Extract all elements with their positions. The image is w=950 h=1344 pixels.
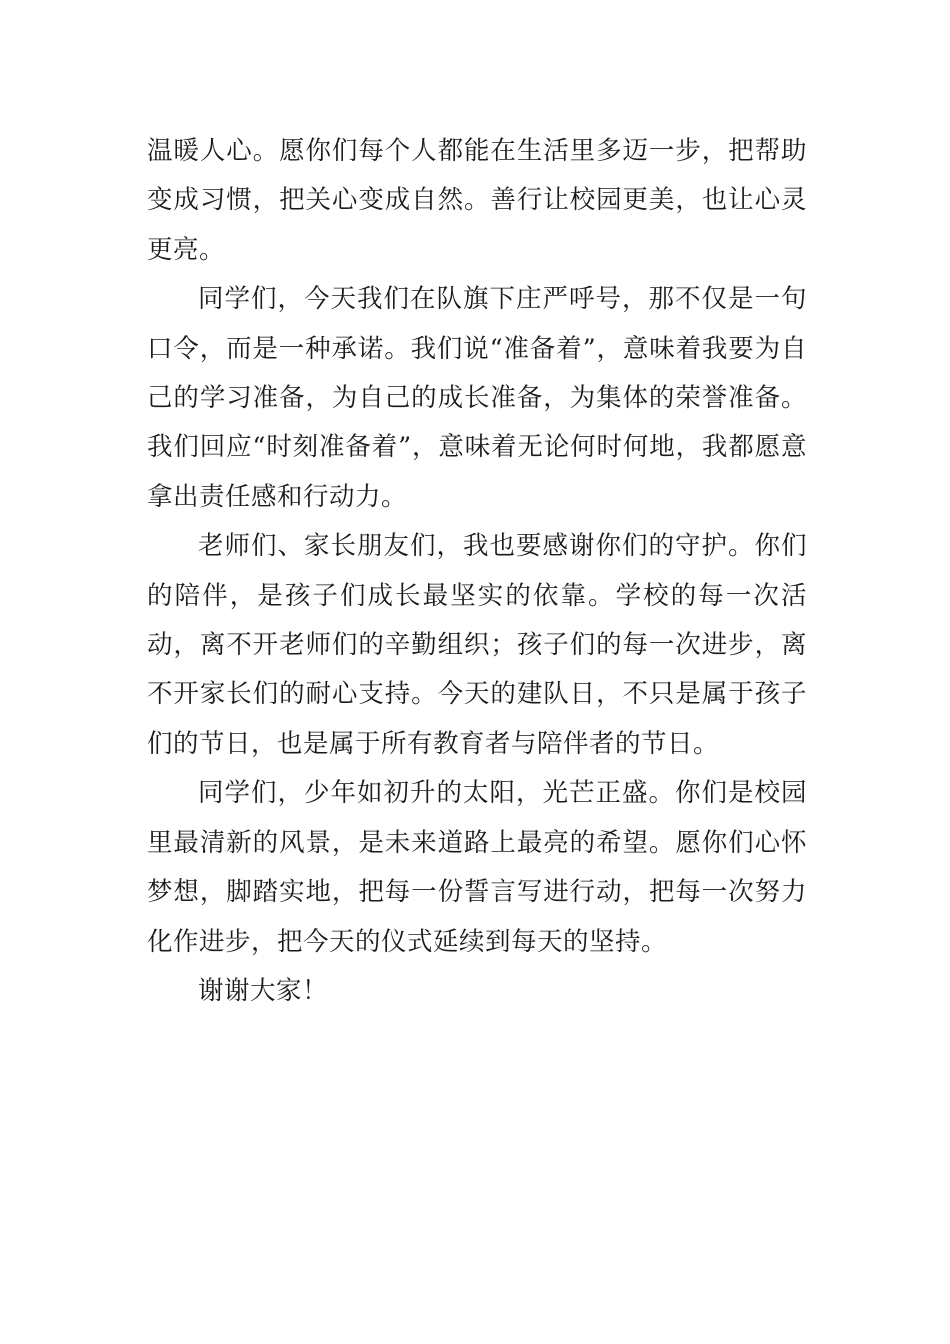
paragraph-wishes: 同学们，少年如初升的太阳，光芒正盛。你们是校园里最清新的风景，是未来道路上最亮的希望。愿你们心怀梦想，脚踏实地，把每一份誓言写进行动，把每一次努力化作进步，把今天的仪式延续到每天的坚持。: [147, 778, 807, 957]
paragraph-continued: 温暖人心。愿你们每个人都能在生活里多迈一步，把帮助变成习惯，把关心变成自然。善行让校园更美，也让心灵更亮。: [147, 136, 807, 265]
paragraph-closing: 谢谢大家！: [198, 975, 329, 1006]
paragraph-pledge: 同学们，今天我们在队旗下庄严呼号，那不仅是一句口令，而是一种承诺。我们说“准备着”，意味着我要为自己的学习准备，为自己的成长准备，为集体的荣誉准备。我们回应“时刻准备着”，意味着无论何时何地，我都愿意拿出责任感和行动力。: [147, 284, 807, 512]
paragraph-thanks-teachers-parents: 老师们、家长朋友们，我也要感谢你们的守护。你们的陪伴，是孩子们成长最坚实的依靠。学校的每一次活动，离不开老师们的辛勤组织；孩子们的每一次进步，离不开家长们的耐心支持。今天的建队日，不只是属于孩子们的节日，也是属于所有教育者与陪伴者的节日。: [147, 531, 807, 759]
document-body: [147, 127, 807, 1016]
